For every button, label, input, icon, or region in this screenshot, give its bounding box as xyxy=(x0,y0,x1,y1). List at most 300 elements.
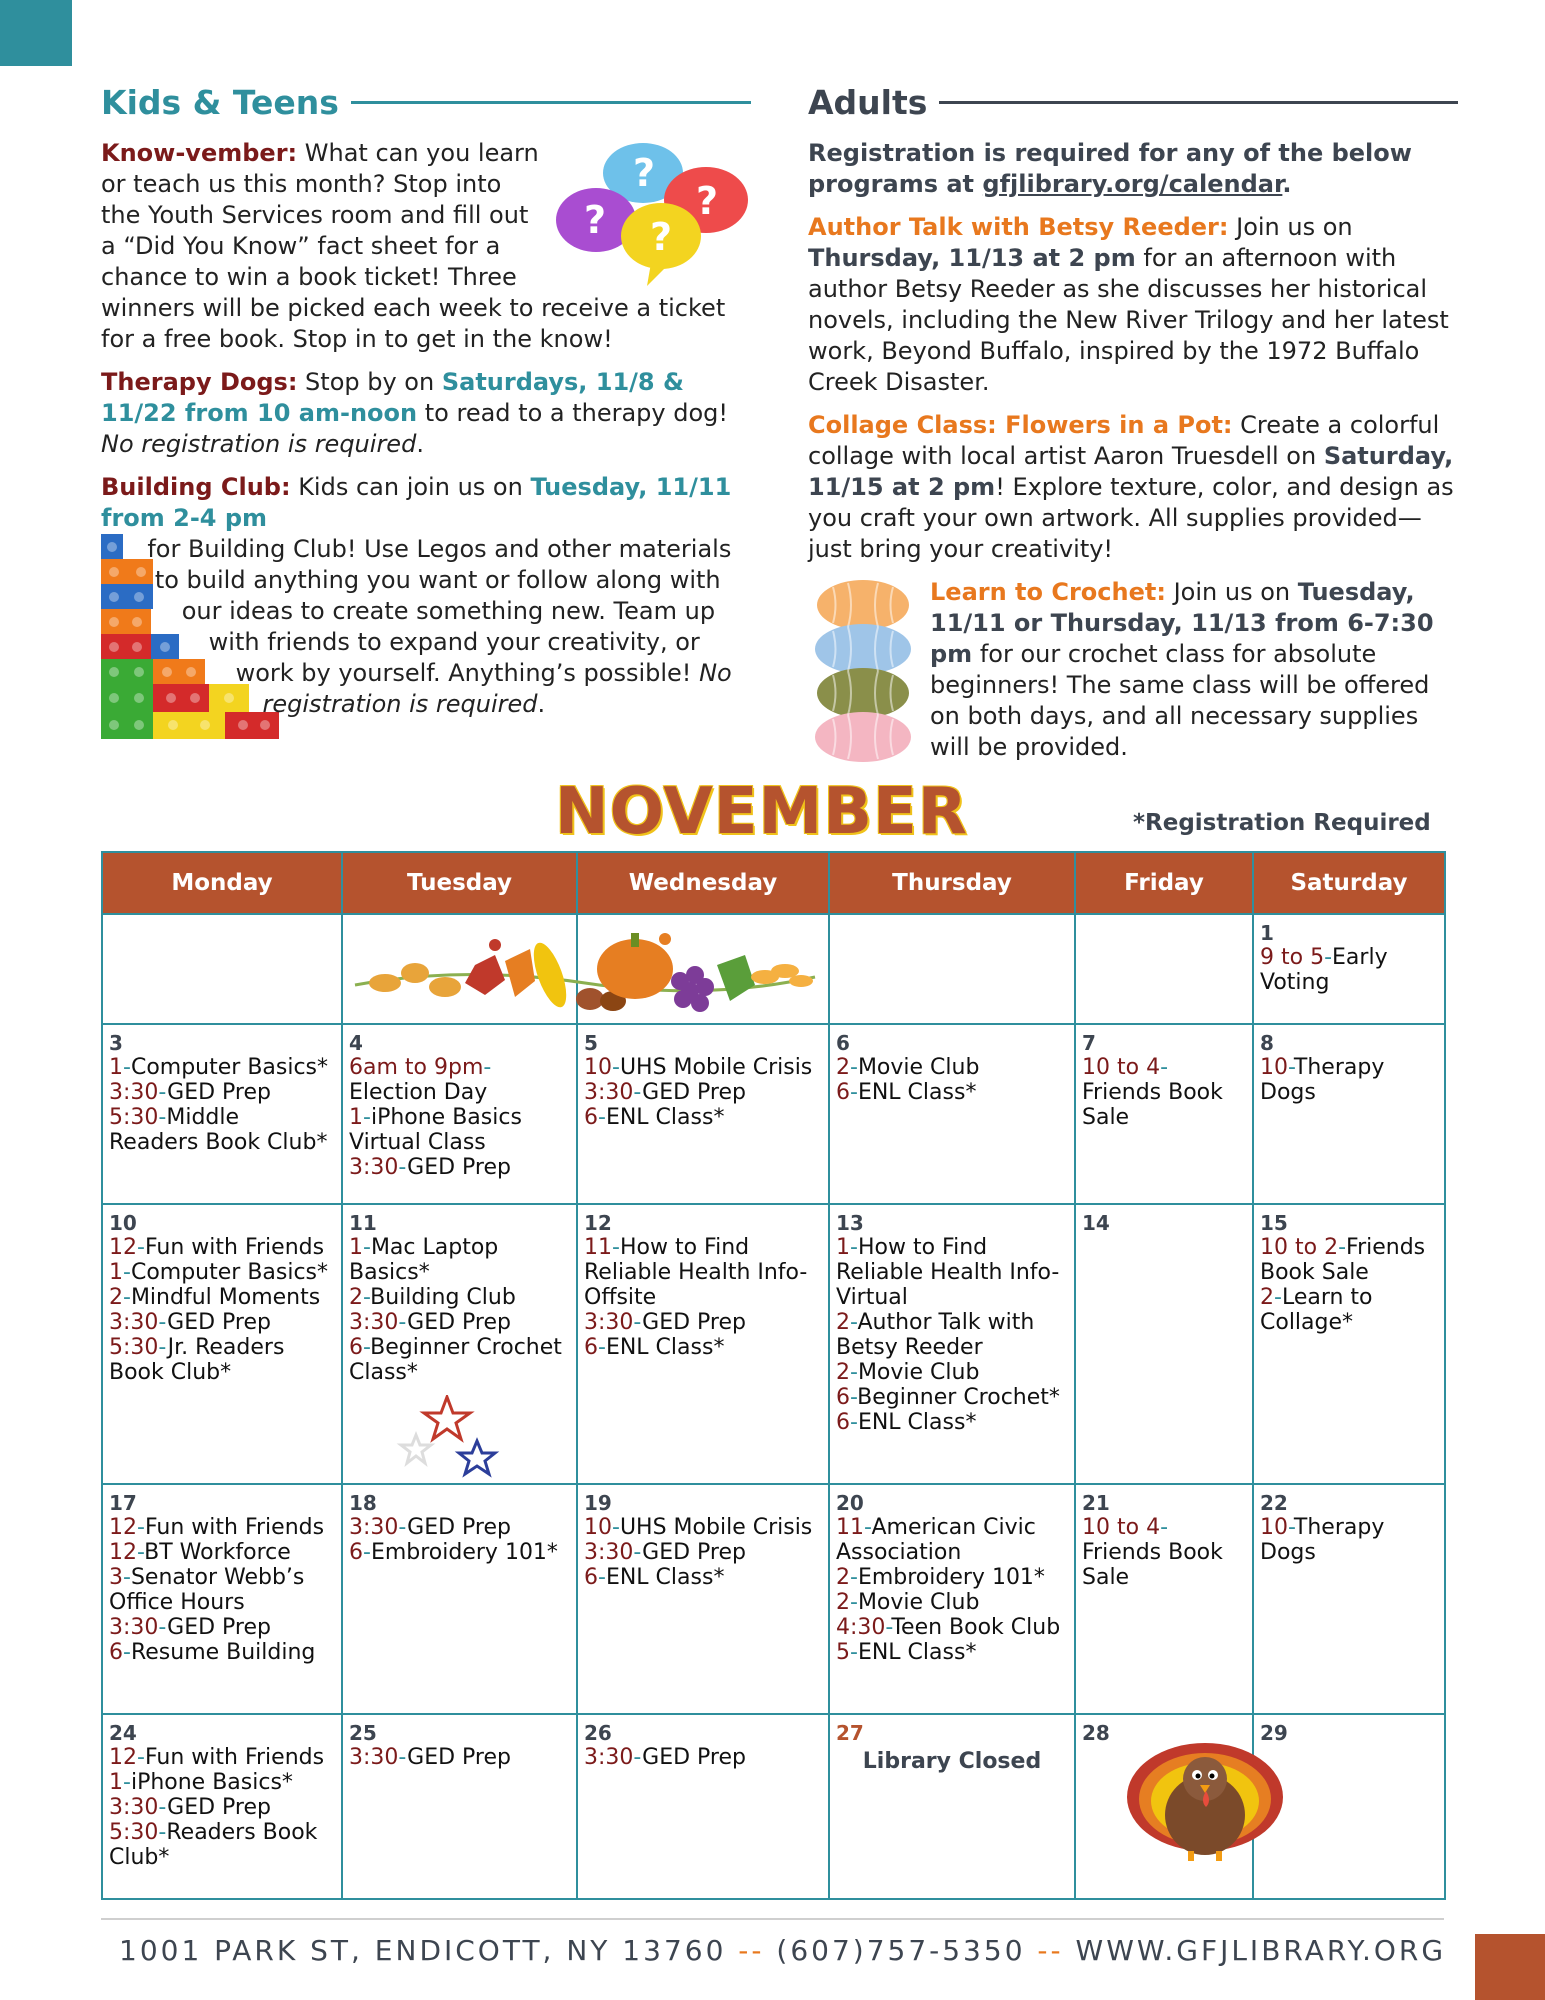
event-time: 10 xyxy=(584,1055,612,1080)
event-name: UHS Mobile Crisis xyxy=(619,1515,813,1540)
event-dash: - xyxy=(137,1540,145,1565)
event-name: Therapy Dogs xyxy=(1260,1055,1385,1105)
event-name: GED Prep xyxy=(167,1795,271,1820)
crochet-pre: Join us on xyxy=(1165,578,1298,606)
event-time: 3:30 xyxy=(109,1795,159,1820)
event-time: 3:30 xyxy=(349,1155,399,1180)
event-name: Readers Book Club* xyxy=(109,1820,318,1870)
event-time: 12 xyxy=(109,1745,137,1770)
event-name: GED Prep xyxy=(407,1745,511,1770)
event-time: 2 xyxy=(836,1055,850,1080)
calendar-event xyxy=(109,1745,335,1770)
month-title: NOVEMBER xyxy=(555,775,968,849)
calendar-event xyxy=(1260,945,1438,995)
calendar-event xyxy=(584,1080,822,1105)
calendar-event xyxy=(584,1540,822,1565)
event-name: Middle Readers Book Club* xyxy=(109,1105,328,1155)
question-bubbles-icon xyxy=(551,138,751,288)
event-dash: - xyxy=(850,1385,858,1410)
calendar-event xyxy=(349,1285,570,1310)
event-dash: - xyxy=(633,1310,643,1335)
calendar-day-cell xyxy=(342,1484,577,1714)
kids-teens-section xyxy=(101,80,751,739)
footer-address: 1001 PARK ST, ENDICOTT, NY 13760 xyxy=(119,1934,727,1967)
calendar-event xyxy=(109,1105,335,1155)
event-name: Embroidery 101* xyxy=(370,1540,558,1565)
day-number: 27 xyxy=(836,1721,864,1745)
event-dash: - xyxy=(598,1335,606,1360)
event-time: 3:30 xyxy=(349,1745,399,1770)
knowvember-body: What can you learn or teach us this month? Stop into the Youth Services room and fill out a “Did You Know” fact sheet for a chance to win a book ticket! Three winners will be picked each week to receive a ticket for a free book. Stop in to get in the know! xyxy=(101,139,726,353)
calendar-week-row xyxy=(102,1024,1445,1204)
event-time: 4:30 xyxy=(836,1615,886,1640)
footer xyxy=(101,1918,1447,1967)
event-dash: - xyxy=(158,1820,167,1845)
event-time: 6 xyxy=(584,1335,598,1360)
event-dash: - xyxy=(612,1235,620,1260)
event-dash: - xyxy=(398,1310,408,1335)
calendar-event xyxy=(109,1640,335,1665)
event-time: 6 xyxy=(109,1640,123,1665)
calendar-day-cell xyxy=(829,1714,1075,1899)
event-name: Friends Book Sale xyxy=(1082,1540,1223,1590)
calendar-event xyxy=(1260,1235,1438,1285)
event-dash: - xyxy=(864,1515,872,1540)
event-name: Movie Club xyxy=(857,1360,980,1385)
day-number: 1 xyxy=(1260,921,1274,945)
header-saturday: Saturday xyxy=(1253,852,1445,914)
calendar-event xyxy=(1260,1055,1438,1105)
calendar-event xyxy=(1082,1055,1246,1130)
footer-phone: (607)757-5350 xyxy=(776,1934,1026,1967)
event-time: 11 xyxy=(584,1235,612,1260)
calendar-day-cell xyxy=(577,1714,829,1899)
day-number: 10 xyxy=(109,1211,137,1235)
calendar-day-cell xyxy=(577,1024,829,1204)
event-dash: - xyxy=(123,1285,131,1310)
day-number: 13 xyxy=(836,1211,864,1235)
calendar-event xyxy=(836,1080,1068,1105)
calendar-event xyxy=(1260,1285,1438,1335)
event-time: 9 to 5 xyxy=(1260,945,1325,970)
event-time: 10 to 2 xyxy=(1260,1235,1339,1260)
day-number: 7 xyxy=(1082,1031,1096,1055)
event-name: ENL Class* xyxy=(605,1335,725,1360)
calendar-event xyxy=(836,1615,1068,1640)
calendar-day-cell xyxy=(1075,1204,1253,1484)
adults-heading: Adults xyxy=(808,82,928,122)
therapy-dogs-pre: Stop by on xyxy=(297,368,442,396)
author-talk-post: for an afternoon with author Betsy Reeder as she discusses her historical novels, including the New River Trilogy and her latest work, Beyond Buffalo, inspired by the 1972 Buffalo Creek Disaster. xyxy=(808,244,1449,396)
svg-text:?: ? xyxy=(650,215,673,259)
day-number: 22 xyxy=(1260,1491,1288,1515)
header-wednesday: Wednesday xyxy=(577,852,829,914)
calendar-event xyxy=(349,1055,570,1105)
building-club-title: Building Club: xyxy=(101,473,291,501)
event-dash: - xyxy=(158,1105,167,1130)
calendar-event xyxy=(836,1590,1068,1615)
event-time: 3:30 xyxy=(109,1080,159,1105)
calendar-day-cell xyxy=(1253,1024,1445,1204)
event-name: Building Club xyxy=(370,1285,516,1310)
calendar-event xyxy=(836,1565,1068,1590)
kids-heading: Kids & Teens xyxy=(101,82,339,122)
event-time: 5 xyxy=(836,1640,850,1665)
svg-text:?: ? xyxy=(584,198,607,242)
adults-section xyxy=(808,80,1458,775)
calendar-event xyxy=(109,1285,335,1310)
calendar-event xyxy=(584,1515,822,1540)
event-time: 2 xyxy=(836,1590,850,1615)
event-dash: - xyxy=(363,1235,371,1260)
event-dash: - xyxy=(363,1105,371,1130)
event-time: 6 xyxy=(349,1540,363,1565)
day-number: 24 xyxy=(109,1721,137,1745)
kids-heading-row xyxy=(101,80,751,124)
event-name: GED Prep xyxy=(642,1080,746,1105)
event-time: 6 xyxy=(584,1105,598,1130)
calendar-event xyxy=(109,1540,335,1565)
event-name: GED Prep xyxy=(407,1515,511,1540)
event-name: GED Prep xyxy=(407,1155,511,1180)
author-talk-paragraph xyxy=(808,212,1458,398)
event-name: Beginner Crochet* xyxy=(857,1385,1060,1410)
event-time: 6 xyxy=(584,1565,598,1590)
day-number: 19 xyxy=(584,1491,612,1515)
autumn-harvest-garland-icon xyxy=(345,925,825,1021)
crochet-post: for our crochet class for absolute beginners! The same class will be offered on both days, and all necessary supplies will be provided. xyxy=(930,640,1430,761)
event-name: ENL Class* xyxy=(857,1080,977,1105)
event-name: Therapy Dogs xyxy=(1260,1515,1385,1565)
event-time: 12 xyxy=(109,1515,137,1540)
calendar-event xyxy=(109,1795,335,1820)
event-time: 3:30 xyxy=(584,1745,634,1770)
calendar-event xyxy=(349,1515,570,1540)
event-dash: - xyxy=(137,1235,145,1260)
event-dash: - xyxy=(1288,1055,1294,1080)
calendar-event xyxy=(836,1360,1068,1385)
event-dash: - xyxy=(1288,1515,1294,1540)
calendar-link[interactable]: gfjlibrary.org/calendar xyxy=(982,170,1283,198)
event-time: 6 xyxy=(836,1410,850,1435)
event-dash: - xyxy=(158,1615,168,1640)
calendar-event xyxy=(109,1770,335,1795)
calendar-day-cell xyxy=(1075,1024,1253,1204)
event-name: ENL Class* xyxy=(605,1565,725,1590)
event-dash: - xyxy=(612,1055,620,1080)
calendar-day-cell xyxy=(342,1024,577,1204)
therapy-dogs-paragraph xyxy=(101,367,751,460)
event-name: Movie Club xyxy=(857,1055,980,1080)
calendar-day-cell xyxy=(829,1024,1075,1204)
event-dash: - xyxy=(1274,1285,1282,1310)
footer-separator: -- xyxy=(1025,1934,1076,1967)
event-dash: - xyxy=(850,1640,858,1665)
calendar-day-cell xyxy=(829,1204,1075,1484)
event-dash: - xyxy=(598,1105,606,1130)
event-name: Election Day xyxy=(349,1080,488,1105)
day-number: 20 xyxy=(836,1491,864,1515)
calendar-event xyxy=(109,1615,335,1640)
calendar-day-cell xyxy=(829,914,1075,1024)
yarn-skeins-icon xyxy=(808,577,918,767)
event-time: 12 xyxy=(109,1540,137,1565)
event-dash: - xyxy=(1160,1055,1169,1080)
calendar-event xyxy=(349,1745,570,1770)
footer-separator: -- xyxy=(726,1934,777,1967)
calendar-day-cell xyxy=(829,1484,1075,1714)
event-time: 10 to 4 xyxy=(1082,1515,1161,1540)
event-time: 3:30 xyxy=(109,1310,159,1335)
calendar-day-cell xyxy=(102,1204,342,1484)
event-time: 5:30 xyxy=(109,1105,159,1130)
event-name: Jr. Readers Book Club* xyxy=(109,1335,285,1385)
event-time: 1 xyxy=(349,1105,363,1130)
event-name: Movie Club xyxy=(857,1590,980,1615)
building-club-paragraph xyxy=(101,472,751,720)
event-dash: - xyxy=(850,1565,858,1590)
day-number: 11 xyxy=(349,1211,377,1235)
calendar-day-cell xyxy=(102,914,342,1024)
event-time: 1 xyxy=(109,1770,123,1795)
knowvember-title: Know-vember: xyxy=(101,139,298,167)
svg-text:?: ? xyxy=(633,151,656,195)
event-time: 1 xyxy=(349,1235,363,1260)
kids-heading-rule xyxy=(351,101,751,104)
event-time: 2 xyxy=(836,1310,850,1335)
event-dash: - xyxy=(137,1745,145,1770)
calendar-event xyxy=(109,1055,335,1080)
svg-text:?: ? xyxy=(696,179,719,223)
event-name: GED Prep xyxy=(407,1310,511,1335)
adults-heading-row xyxy=(808,80,1458,124)
event-time: 2 xyxy=(836,1565,850,1590)
calendar-week-row xyxy=(102,1484,1445,1714)
event-name: Senator Webb’s Office Hours xyxy=(109,1565,305,1615)
therapy-dogs-note: No registration is required xyxy=(101,430,417,458)
event-dash: - xyxy=(158,1310,168,1335)
calendar-day-cell xyxy=(1253,1484,1445,1714)
event-name: Embroidery 101* xyxy=(857,1565,1045,1590)
event-dash: - xyxy=(850,1360,858,1385)
event-name: How to Find Reliable Health Info-Virtual xyxy=(836,1235,1060,1310)
event-name: Computer Basics* xyxy=(130,1260,329,1285)
event-name: GED Prep xyxy=(642,1310,746,1335)
collage-title: Collage Class: Flowers in a Pot: xyxy=(808,411,1233,439)
event-dash: - xyxy=(363,1335,371,1360)
event-time: 5:30 xyxy=(109,1335,159,1360)
event-name: Early Voting xyxy=(1260,945,1388,995)
event-dash: - xyxy=(123,1260,131,1285)
event-name: How to Find Reliable Health Info-Offsite xyxy=(584,1235,808,1310)
event-time: 12 xyxy=(109,1235,137,1260)
event-time: 6 xyxy=(349,1335,363,1360)
event-time: 6 xyxy=(836,1385,850,1410)
day-number: 25 xyxy=(349,1721,377,1745)
calendar-day-cell xyxy=(577,1204,829,1484)
collage-post: ! Explore texture, color, and design as you craft your own artwork. All supplies provided—just bring your creativity! xyxy=(808,473,1454,563)
calendar-event xyxy=(584,1745,822,1770)
event-name: Fun with Friends xyxy=(144,1515,325,1540)
calendar-event xyxy=(584,1335,822,1360)
event-name: GED Prep xyxy=(167,1615,271,1640)
event-dash: - xyxy=(612,1515,620,1540)
event-name: Author Talk with Betsy Reeder xyxy=(836,1310,1035,1360)
calendar-event xyxy=(109,1080,335,1105)
calendar-event xyxy=(349,1235,570,1285)
calendar-day-cell xyxy=(1075,1484,1253,1714)
therapy-dogs-title: Therapy Dogs: xyxy=(101,368,298,396)
calendar-event xyxy=(584,1235,822,1310)
calendar-event xyxy=(349,1540,570,1565)
calendar-event xyxy=(584,1105,822,1130)
calendar-event xyxy=(584,1055,822,1080)
day-number: 18 xyxy=(349,1491,377,1515)
event-dash: - xyxy=(398,1515,408,1540)
calendar-event xyxy=(109,1335,335,1385)
calendar-event xyxy=(109,1310,335,1335)
event-dash: - xyxy=(123,1640,131,1665)
corner-accent-bottom xyxy=(1475,1934,1545,2000)
calendar-event xyxy=(836,1385,1068,1410)
calendar-event xyxy=(349,1155,570,1180)
event-dash: - xyxy=(123,1770,131,1795)
author-talk-pre: Join us on xyxy=(1228,213,1353,241)
event-time: 3:30 xyxy=(584,1540,634,1565)
building-club-when: Tuesday, 11/11 from 2-4 pm xyxy=(101,473,732,532)
event-name: BT Workforce xyxy=(144,1540,291,1565)
event-dash: - xyxy=(850,1235,858,1260)
collage-when: Saturday, 11/15 at 2 pm xyxy=(808,442,1454,501)
therapy-dogs-when: Saturdays, 11/8 & 11/22 from 10 am-noon xyxy=(101,368,684,427)
event-dash: - xyxy=(633,1080,643,1105)
adults-heading-rule xyxy=(939,101,1458,104)
crochet-paragraph xyxy=(808,577,1458,763)
event-time: 11 xyxy=(836,1515,864,1540)
event-dash: - xyxy=(633,1745,643,1770)
day-number: 26 xyxy=(584,1721,612,1745)
day-number: 17 xyxy=(109,1491,137,1515)
event-time: 1 xyxy=(109,1055,123,1080)
event-time: 10 xyxy=(1260,1055,1288,1080)
day-number: 12 xyxy=(584,1211,612,1235)
event-time: 1 xyxy=(836,1235,850,1260)
calendar-week-row xyxy=(102,1204,1445,1484)
event-name: GED Prep xyxy=(167,1080,271,1105)
event-dash: - xyxy=(850,1055,858,1080)
collage-pre: Create a colorful collage with local artist Aaron Truesdell on xyxy=(808,411,1440,470)
event-name: Mindful Moments xyxy=(130,1285,321,1310)
event-dash: - xyxy=(123,1055,131,1080)
day-number: 29 xyxy=(1260,1721,1288,1745)
calendar-event xyxy=(836,1310,1068,1360)
stars-icon xyxy=(392,1395,502,1485)
header-monday: Monday xyxy=(102,852,342,914)
event-name: iPhone Basics Virtual Class xyxy=(349,1105,522,1155)
header-friday: Friday xyxy=(1075,852,1253,914)
event-dash: - xyxy=(158,1080,168,1105)
collage-paragraph xyxy=(808,410,1458,565)
event-name: iPhone Basics* xyxy=(130,1770,293,1795)
calendar-event xyxy=(584,1310,822,1335)
crochet-when: Tuesday, 11/11 or Thursday, 11/13 from 6-7:30 pm xyxy=(930,578,1434,668)
event-dash: - xyxy=(850,1410,858,1435)
event-name: UHS Mobile Crisis xyxy=(619,1055,813,1080)
event-dash: - xyxy=(850,1590,858,1615)
event-time: 1 xyxy=(109,1260,123,1285)
building-club-post: for Building Club! Use Legos and other materials to build anything you want or follow along with our ideas to create something new. Team up with friends to expand your creativity, or work by yourself. Anything’s possible! xyxy=(147,535,732,687)
event-dash: - xyxy=(123,1565,131,1590)
calendar-event xyxy=(109,1515,335,1540)
therapy-dogs-end: . xyxy=(416,430,424,458)
event-dash: - xyxy=(137,1515,145,1540)
calendar-event xyxy=(109,1820,335,1870)
event-name: Teen Book Club xyxy=(891,1615,1061,1640)
calendar-event xyxy=(836,1055,1068,1080)
calendar-header-row xyxy=(102,852,1445,914)
event-name: Fun with Friends xyxy=(144,1745,325,1770)
event-dash: - xyxy=(850,1310,858,1335)
event-dash: - xyxy=(1160,1515,1169,1540)
event-name: ENL Class* xyxy=(857,1640,977,1665)
calendar-day-cell xyxy=(342,1714,577,1899)
building-club-note: No registration is required xyxy=(262,659,732,718)
crochet-title: Learn to Crochet: xyxy=(930,578,1166,606)
footer-website[interactable]: WWW.GFJLIBRARY.ORG xyxy=(1075,1934,1447,1967)
header-thursday: Thursday xyxy=(829,852,1075,914)
event-time: 2 xyxy=(1260,1285,1274,1310)
calendar-event xyxy=(836,1515,1068,1565)
event-name: Friends Book Sale xyxy=(1260,1235,1426,1285)
calendar-event xyxy=(109,1260,335,1285)
event-time: 10 xyxy=(584,1515,612,1540)
turkey-icon xyxy=(1120,1735,1290,1863)
event-name: American Civic Association xyxy=(836,1515,1036,1565)
event-time: 3:30 xyxy=(349,1515,399,1540)
event-time: 2 xyxy=(349,1285,363,1310)
event-dash: - xyxy=(158,1335,168,1360)
day-number: 5 xyxy=(584,1031,598,1055)
registration-required-note: *Registration Required xyxy=(1133,810,1431,836)
calendar-event xyxy=(1082,1515,1246,1590)
registration-paragraph xyxy=(808,138,1458,200)
calendar-event xyxy=(349,1310,570,1335)
calendar-event xyxy=(1260,1515,1438,1565)
day-number: 6 xyxy=(836,1031,850,1055)
event-dash: - xyxy=(398,1745,408,1770)
event-time: 3:30 xyxy=(584,1080,634,1105)
event-time: 6 xyxy=(836,1080,850,1105)
event-dash: - xyxy=(363,1285,371,1310)
calendar-day-cell xyxy=(1075,914,1253,1024)
event-name: Computer Basics* xyxy=(130,1055,329,1080)
event-time: 3:30 xyxy=(349,1310,399,1335)
event-time: 3 xyxy=(109,1565,123,1590)
event-dash: - xyxy=(1324,945,1333,970)
event-time: 2 xyxy=(836,1360,850,1385)
calendar-day-cell xyxy=(102,1484,342,1714)
event-name: Beginner Crochet Class* xyxy=(349,1335,562,1385)
event-name: GED Prep xyxy=(642,1745,746,1770)
day-number: 8 xyxy=(1260,1031,1274,1055)
event-name: GED Prep xyxy=(642,1540,746,1565)
event-time: 10 xyxy=(1260,1515,1288,1540)
event-dash: - xyxy=(850,1080,858,1105)
day-number: 21 xyxy=(1082,1491,1110,1515)
knowvember-paragraph xyxy=(101,138,751,355)
event-dash: - xyxy=(885,1615,892,1640)
event-name: Resume Building xyxy=(130,1640,316,1665)
